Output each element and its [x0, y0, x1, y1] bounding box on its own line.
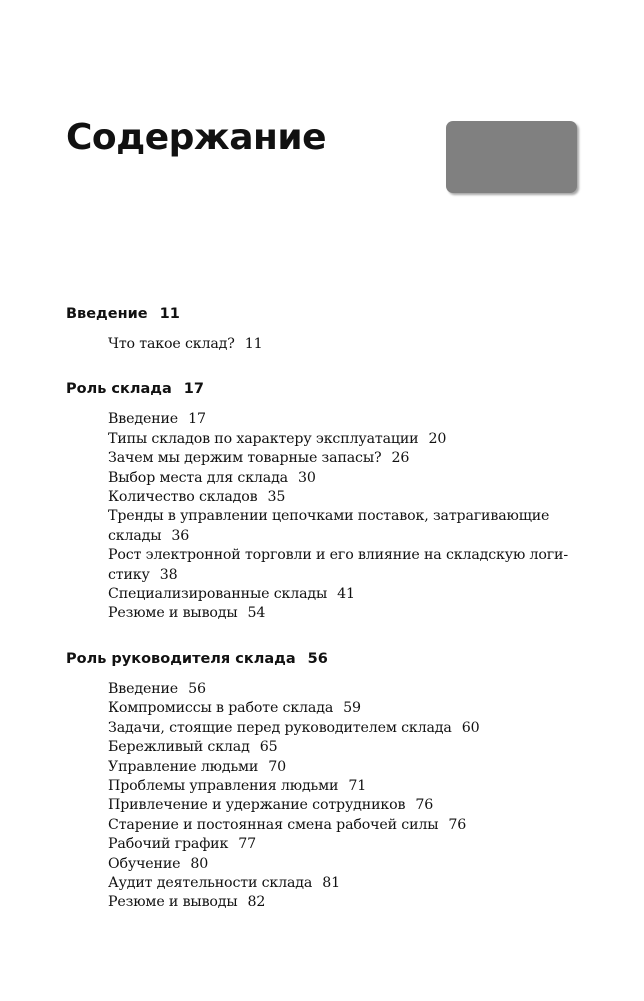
- toc-entry: [108, 680, 586, 699]
- table-of-contents: [66, 301, 586, 913]
- entry-title-line: Бережливый склад: [108, 739, 250, 756]
- entry-page-number: 82: [247, 894, 266, 911]
- entry-title-line: стику: [108, 566, 150, 583]
- entry-page-number: 76: [448, 816, 467, 833]
- toc-entry: [108, 719, 586, 738]
- toc-entry: [108, 893, 586, 912]
- entry-page-number: 80: [190, 855, 209, 872]
- entry-list: [66, 410, 586, 623]
- entry-page-number: 77: [238, 836, 256, 853]
- chapter-page-number: 56: [307, 650, 328, 667]
- toc-entry: [108, 604, 586, 623]
- entry-title-line: Введение: [108, 680, 179, 697]
- entry-page-number: 71: [348, 777, 367, 794]
- chapter-title: Введение: [66, 306, 148, 322]
- entry-title-line: Привлечение и удержание сотрудников: [108, 797, 406, 814]
- entry-list: [66, 680, 586, 913]
- toc-entry: [108, 835, 586, 854]
- entry-page-number: 60: [461, 719, 480, 736]
- toc-entry: [108, 469, 586, 488]
- entry-title-line: Обучение: [108, 855, 181, 872]
- entry-title-line: Аудит деятельности склада: [108, 874, 313, 891]
- toc-chapter: [66, 376, 586, 623]
- entry-page-number: 65: [259, 739, 278, 756]
- entry-title-line: Тренды в управлении цепочками поставок, затрагивающие: [108, 508, 550, 525]
- entry-title-line: Специализированные склады: [108, 586, 328, 603]
- entry-title-line: Задачи, стоящие перед руководителем склада: [108, 719, 452, 736]
- toc-entry: [108, 546, 586, 585]
- entry-title-line: Резюме и выводы: [108, 605, 238, 622]
- toc-entry: [108, 488, 586, 507]
- toc-entry: [108, 777, 586, 796]
- entry-title-line: Зачем мы держим товарные запасы?: [108, 450, 382, 467]
- entry-title-line: Выбор места для склада: [108, 469, 288, 486]
- entry-title-line: Количество складов: [108, 489, 258, 506]
- entry-page-number: 70: [268, 758, 286, 775]
- entry-page-number: 38: [159, 566, 178, 583]
- toc-entry: [108, 738, 586, 757]
- entry-page-number: 11: [244, 336, 263, 352]
- entry-title-line: Проблемы управления людьми: [108, 777, 339, 794]
- toc-entry: [108, 585, 586, 604]
- chapter-heading: [66, 301, 586, 327]
- chapter-page-number: 11: [159, 306, 180, 322]
- toc-entry: [108, 699, 586, 718]
- entry-title-line: Управление людьми: [108, 758, 259, 775]
- entry-page-number: 76: [415, 797, 434, 814]
- entry-page-number: 20: [428, 430, 447, 447]
- entry-title-line: Резюме и выводы: [108, 894, 238, 911]
- toc-entry: [108, 335, 586, 354]
- chapter-title: Роль руководителя склада: [66, 650, 296, 667]
- entry-title-line: Компромиссы в работе склада: [108, 700, 334, 717]
- entry-page-number: 35: [267, 489, 286, 506]
- toc-entry: [108, 449, 586, 468]
- toc-entry: [108, 410, 586, 429]
- chapter-page-number: 17: [183, 381, 204, 398]
- toc-chapter: [66, 646, 586, 913]
- chapter-title: Роль склада: [66, 381, 172, 398]
- entry-title-line: Рост электронной торговли и его влияние на складскую логи-: [108, 547, 568, 564]
- entry-title-line: Старение и постоянная смена рабочей силы: [108, 816, 439, 833]
- toc-entry: [108, 507, 586, 546]
- toc-entry: [108, 855, 586, 874]
- entry-page-number: 56: [188, 680, 206, 697]
- entry-page-number: 17: [188, 411, 206, 428]
- entry-page-number: 81: [322, 874, 340, 891]
- entry-page-number: 54: [247, 605, 266, 622]
- page-title: Содержание: [66, 117, 327, 158]
- entry-title-line: Что такое склад?: [108, 336, 235, 352]
- entry-page-number: 59: [343, 700, 361, 717]
- section-tab-marker: [446, 121, 577, 193]
- toc-entry: [108, 430, 586, 449]
- toc-chapter: [66, 301, 586, 354]
- toc-entry: [108, 758, 586, 777]
- entry-page-number: 36: [171, 527, 190, 544]
- entry-page-number: 30: [297, 469, 316, 486]
- entry-title-line: Типы складов по характеру эксплуатации: [108, 430, 419, 447]
- chapter-heading: [66, 376, 586, 402]
- toc-entry: [108, 874, 586, 893]
- entry-page-number: 26: [391, 450, 410, 467]
- entry-page-number: 41: [337, 586, 355, 603]
- entry-title-line: Рабочий график: [108, 836, 229, 853]
- chapter-heading: [66, 646, 586, 672]
- entry-title-line: Введение: [108, 411, 179, 428]
- toc-entry: [108, 796, 586, 815]
- toc-entry: [108, 816, 586, 835]
- entry-list: [66, 335, 586, 354]
- entry-title-line: склады: [108, 527, 162, 544]
